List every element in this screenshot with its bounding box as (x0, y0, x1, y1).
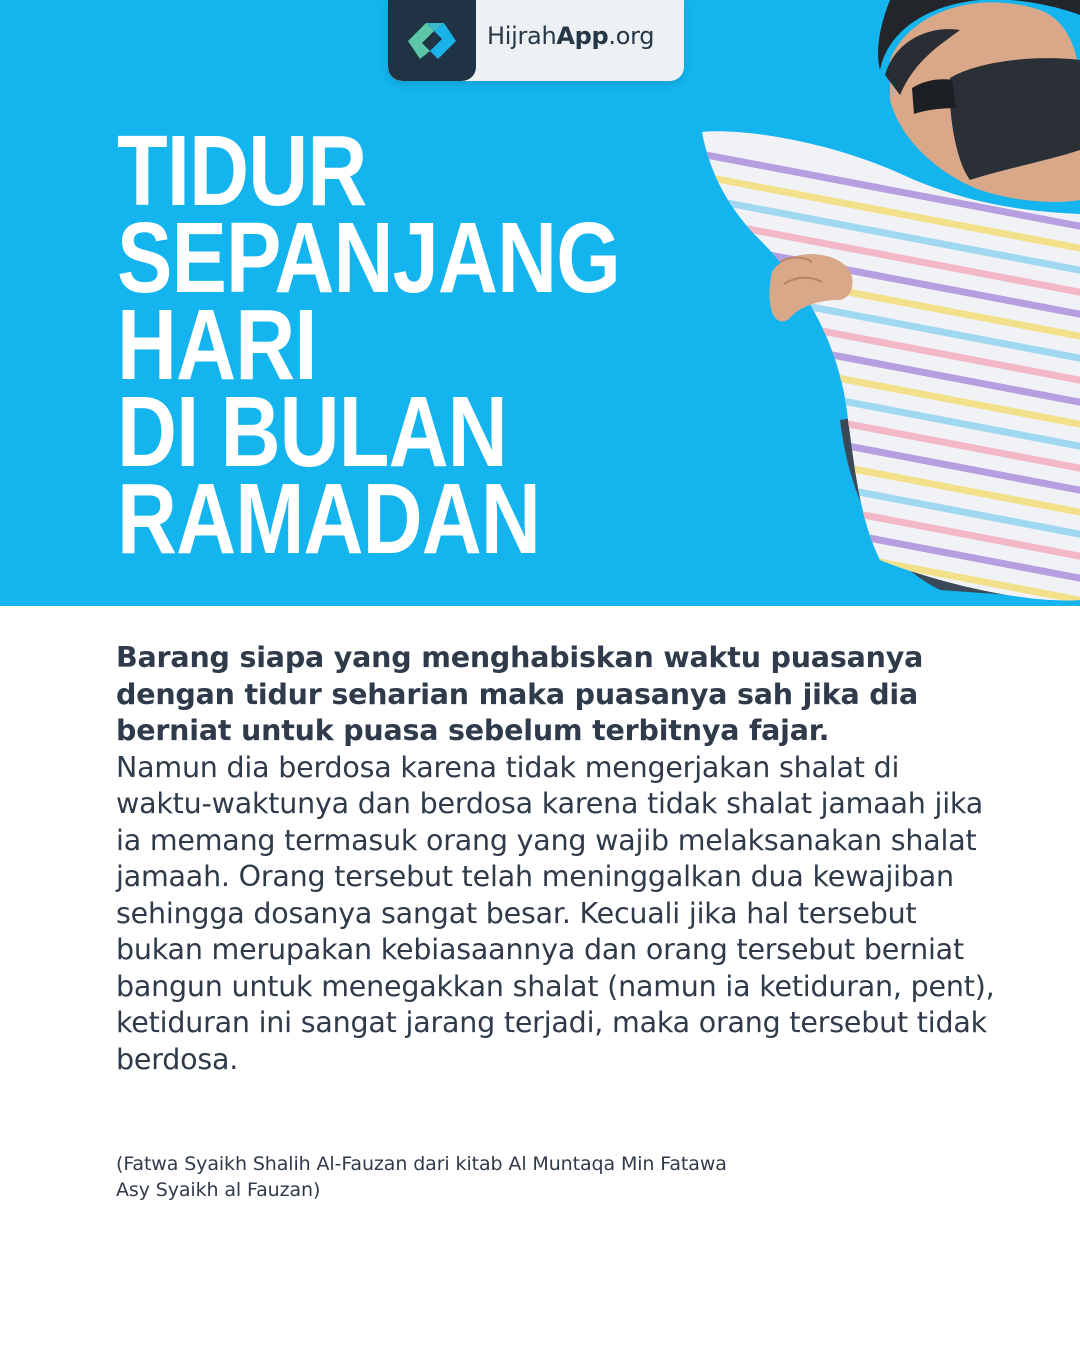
article-content (116, 640, 996, 1078)
brand-name-bold: App (556, 22, 609, 50)
source-line: Asy Syaikh al Fauzan) (116, 1179, 321, 1201)
brand-name-suffix: .org (608, 22, 655, 50)
headline-line: RAMADAN (117, 463, 540, 575)
source-line: (Fatwa Syaikh Shalih Al-Fauzan dari kitab Al Muntaqa Min Fatawa (116, 1153, 727, 1175)
brand-name (487, 22, 654, 50)
article-lead: Barang siapa yang menghabiskan waktu puasanya dengan tidur seharian maka puasanya sah jika dia berniat untuk puasa sebelum terbitnya fajar. (116, 641, 924, 747)
brand-logo (388, 0, 476, 81)
headline (117, 115, 697, 575)
hero-banner (0, 0, 1080, 606)
brand-name-regular: Hijrah (487, 22, 557, 50)
sleeping-man-with-pillow-illustration (680, 0, 1080, 606)
article-body: Namun dia berdosa karena tidak mengerjakan shalat di waktu-waktunya dan berdosa karena tidak shalat jamaah jika ia memang termasuk orang yang wajib melaksanakan shalat jamaah. Orang tersebut telah meninggalkan dua kewajiban sehingga dosanya sangat besar. Kecuali jika hal tersebut bukan merupakan kebiasaannya dan orang tersebut berniat bangun untuk menegakkan shalat (namun ia ketiduran, pent), ketiduran ini sangat jarang terjadi, maka orang tersebut tidak berdosa. (116, 750, 995, 1076)
headline-line: HARI (117, 289, 317, 401)
headline-line: DI BULAN (117, 376, 507, 488)
hijrahapp-logo-icon (400, 11, 464, 71)
headline-line: SEPANJANG (117, 202, 620, 314)
article-source (116, 1151, 916, 1203)
brand-badge[interactable] (388, 0, 684, 81)
headline-line: TIDUR (117, 115, 367, 227)
